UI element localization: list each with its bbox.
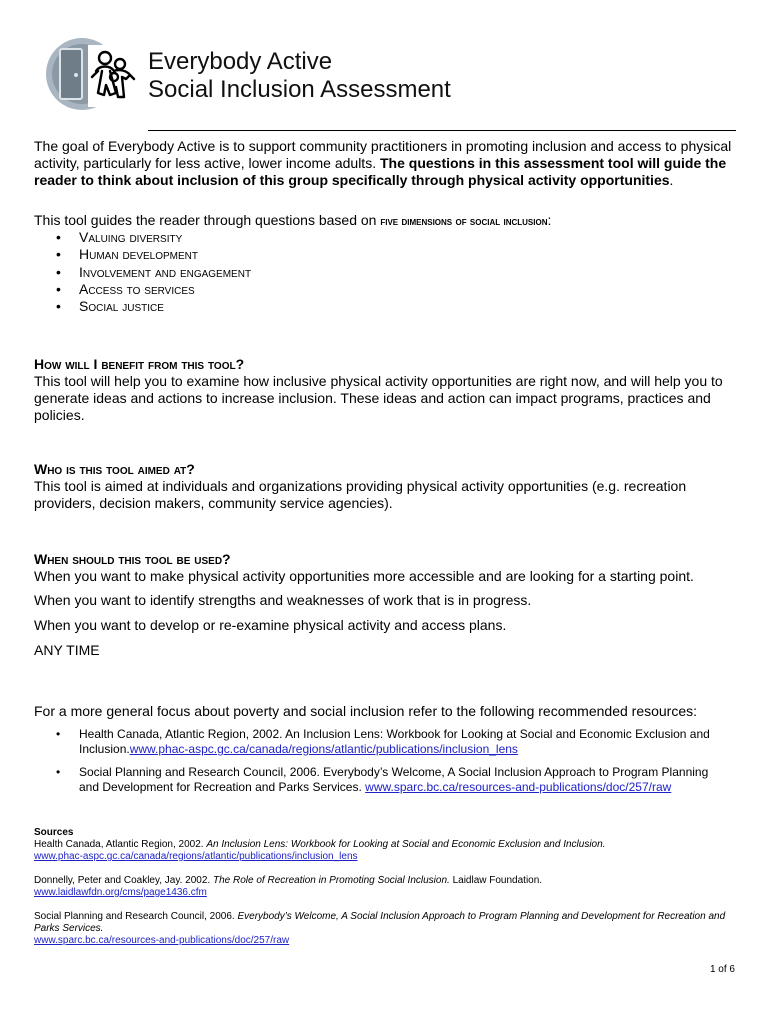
source-item bbox=[34, 911, 739, 947]
resource-text: Social Planning and Research Council, 2006. Everybody’s Welcome, A Social Inclusion Approach to Program Planning and Development for Recreation and Parks Services. bbox=[79, 765, 709, 794]
dimensions-lead-end: : bbox=[547, 212, 552, 228]
resource-item bbox=[34, 765, 724, 795]
when-item: ANY TIME bbox=[34, 642, 100, 658]
intro-paragraph bbox=[34, 138, 739, 189]
source-link[interactable]: www.sparc.bc.ca/resources-and-publications/doc/257/raw bbox=[34, 935, 290, 946]
resource-text: Health Canada, Atlantic Region, 2002. An Inclusion Lens: Workbook for Looking at Social and Economic Exclusion and Inclusion. bbox=[79, 727, 710, 756]
intro-text: The goal of Everybody Active is to support community practitioners in promoting inclusion and access to physical activity, particularly for less active, lower income adults. bbox=[34, 138, 732, 171]
resources-lead: For a more general focus about poverty and social inclusion refer to the following recommended resources: bbox=[34, 703, 698, 719]
when-heading-text: When should this tool be used? bbox=[34, 551, 231, 567]
resource-item bbox=[34, 727, 724, 757]
source-lead: Social Planning and Research Council, 2006. bbox=[34, 911, 238, 922]
source-lead: Health Canada, Atlantic Region, 2002. bbox=[34, 839, 207, 850]
benefit-heading: How will I benefit from this tool? bbox=[34, 356, 245, 372]
benefit-text: This tool will help you to examine how inclusive physical activity opportunities are right now, and will help you to generate ideas and actions to increase inclusion. These ideas and action can impact programs, practices and policies. bbox=[34, 373, 723, 423]
source-link[interactable]: www.laidlawfdn.org/cms/page1436.cfm bbox=[34, 887, 207, 898]
source-title: The Role of Recreation in Promoting Social Inclusion. bbox=[213, 875, 450, 886]
aimed-section bbox=[34, 461, 739, 512]
page-number: 1 of 6 bbox=[709, 964, 735, 975]
aimed-heading: Who is this tool aimed at? bbox=[34, 461, 195, 477]
everybody-active-logo bbox=[44, 33, 140, 117]
dimension-item: • Human development bbox=[34, 246, 734, 263]
source-link[interactable]: www.phac-aspc.gc.ca/canada/regions/atlantic/publications/inclusion_lens bbox=[34, 851, 358, 862]
sources-heading: Sources bbox=[34, 827, 74, 838]
benefit-section bbox=[34, 356, 739, 424]
source-title: Everybody’s Welcome, A Social Inclusion Approach to Program Planning and Development for Recreation and Parks Services. bbox=[34, 911, 726, 934]
when-item: When you want to develop or re-examine physical activity and access plans. bbox=[34, 617, 507, 633]
source-tail: Laidlaw Foundation. bbox=[449, 875, 543, 886]
dimension-item: • Valuing diversity bbox=[34, 229, 734, 246]
source-lead: Donnelly, Peter and Coakley, Jay. 2002. bbox=[34, 875, 213, 886]
document-title bbox=[148, 48, 451, 104]
aimed-text: This tool is aimed at individuals and organizations providing physical activity opportunities (e.g. recreation providers, decision makers, community service agencies). bbox=[34, 478, 687, 511]
resource-link[interactable]: www.phac-aspc.gc.ca/canada/regions/atlantic/publications/inclusion_lens bbox=[129, 742, 518, 756]
dimensions-lead bbox=[34, 212, 739, 230]
dimension-item: • Social justice bbox=[34, 298, 734, 315]
header-rule bbox=[148, 130, 736, 131]
intro-end: . bbox=[669, 172, 674, 188]
dimensions-lead-bold: five dimensions of social inclusion bbox=[380, 214, 548, 228]
dimension-item: • Involvement and engagement bbox=[34, 264, 734, 281]
dimension-item: • Access to services bbox=[34, 281, 734, 298]
sources-section bbox=[34, 827, 739, 947]
when-heading bbox=[34, 551, 739, 568]
resources-list bbox=[34, 727, 724, 795]
source-title: An Inclusion Lens: Workbook for Looking at Social and Economic Exclusion and Inclusion. bbox=[206, 839, 606, 850]
when-item: When you want to make physical activity opportunities more accessible and are looking for a starting point. bbox=[34, 568, 694, 584]
dimensions-lead-text: This tool guides the reader through questions based on bbox=[34, 212, 381, 228]
source-item bbox=[34, 875, 739, 899]
title-line-1: Everybody Active bbox=[148, 48, 333, 75]
when-item: When you want to identify strengths and weaknesses of work that is in progress. bbox=[34, 592, 532, 608]
title-line-2: Social Inclusion Assessment bbox=[148, 76, 451, 103]
intro-bold-text: The questions in this assessment tool will guide the reader to think about inclusion of this group specifically through physical activity opportunities bbox=[34, 155, 727, 188]
resource-link[interactable]: www.sparc.bc.ca/resources-and-publications/doc/257/raw bbox=[365, 780, 672, 794]
source-item bbox=[34, 839, 739, 863]
dimensions-list bbox=[34, 229, 734, 315]
